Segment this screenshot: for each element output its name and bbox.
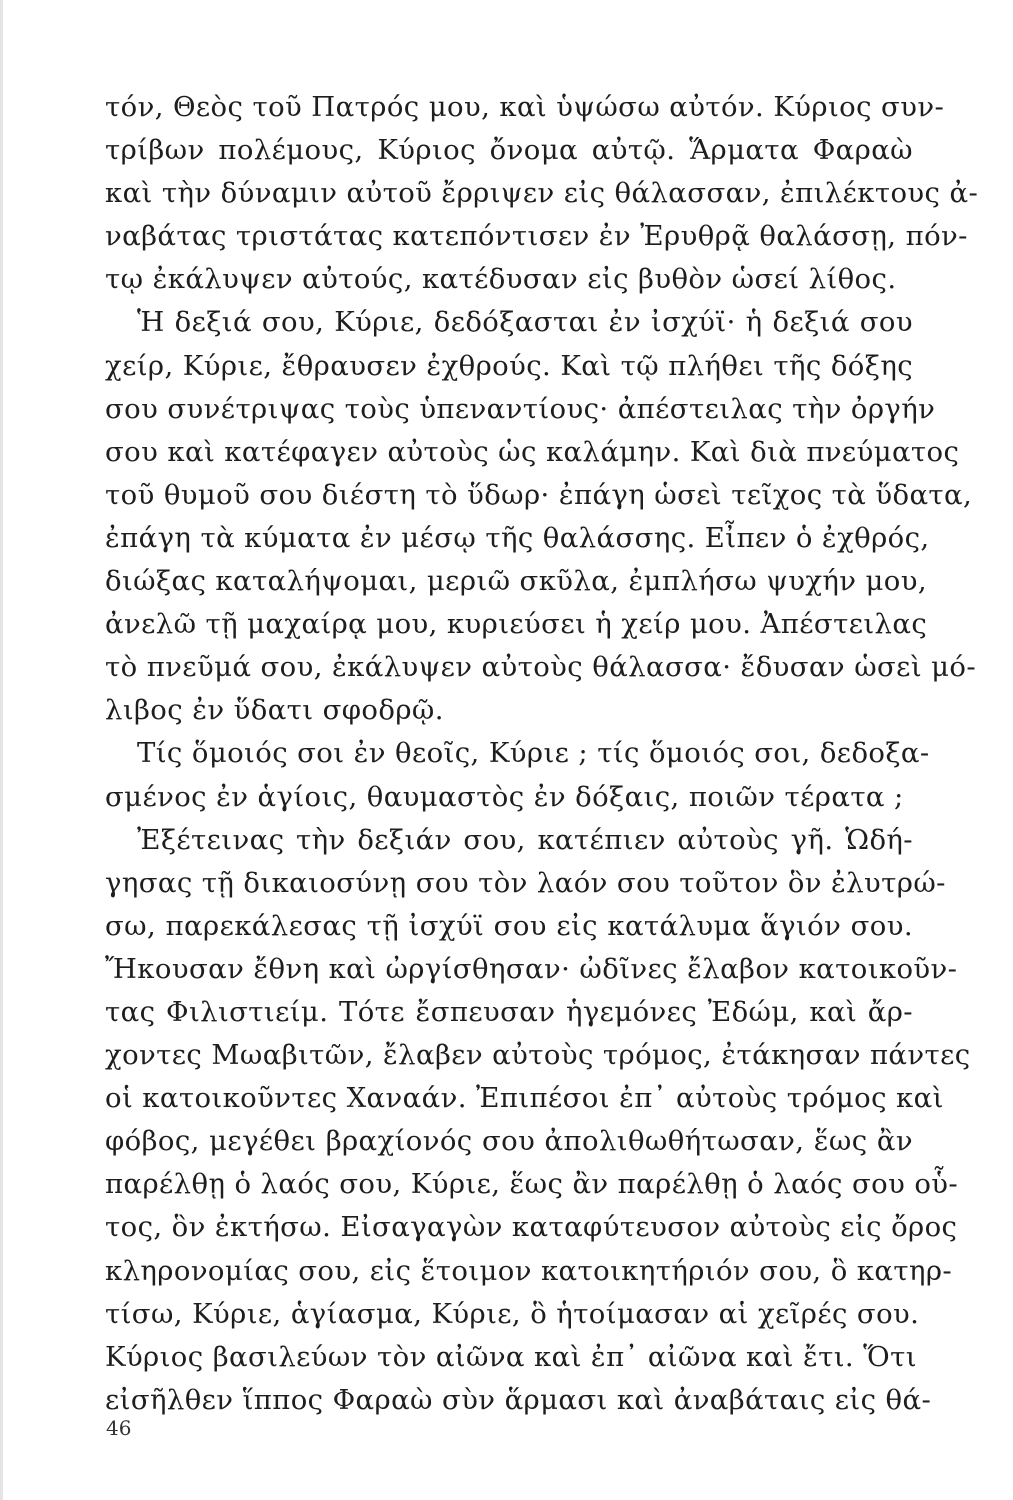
text-line: χοντες Μωαβιτῶν, ἔλαβεν αὐτοὺς τρόμος, ἐτάκησαν πάντες: [105, 1039, 971, 1072]
text-line: τὸ πνεῦμά σου, ἐκάλυψεν αὐτοὺς θάλασσα· ἔδυσαν ὡσεὶ μό-: [105, 651, 977, 684]
text-line: Ἐξέτεινας τὴν δεξιάν σου, κατέπιεν αὐτοὺς γῆ. Ὡδή-: [137, 823, 913, 856]
text-line: παρέλθῃ ὁ λαός σου, Κύριε, ἕως ἂν παρέλθῃ ὁ λαός σου οὗ-: [105, 1168, 959, 1201]
text-line: Ἡ δεξιά σου, Κύριε, δεδόξασται ἐν ἰσχύϊ· ἡ δεξιά σου: [137, 306, 913, 339]
text-line: τοῦ θυμοῦ σου διέστη τὸ ὕδωρ· ἐπάγη ὡσεὶ τεῖχος τὰ ὕδατα,: [105, 478, 973, 511]
text-line: οἱ κατοικοῦντες Χαναάν. Ἐπιπέσοι ἐπ᾽ αὐτοὺς τρόμος καὶ: [105, 1082, 944, 1115]
text-line: τῳ ἐκάλυψεν αὐτούς, κατέδυσαν εἰς βυθὸν ὡσεί λίθος.: [105, 263, 897, 296]
text-line: τρίβων πολέμους, Κύριος ὄνομα αὐτῷ. Ἅρματα Φαραὼ: [105, 134, 913, 167]
page-number: 46: [106, 1416, 132, 1440]
text-line: λιβος ἐν ὕδατι σφοδρῷ.: [105, 694, 444, 727]
text-line: ἐπάγη τὰ κύματα ἐν μέσῳ τῆς θαλάσσης. Εἶπεν ὁ ἐχθρός,: [105, 521, 930, 554]
text-line: διώξας καταλήψομαι, μεριῶ σκῦλα, ἐμπλήσω ψυχήν μου,: [105, 565, 928, 598]
text-line: ἀνελῶ τῇ μαχαίρᾳ μου, κυριεύσει ἡ χείρ μου. Ἀπέστειλας: [105, 608, 928, 641]
text-line: σω, παρεκάλεσας τῇ ἰσχύϊ σου εἰς κατάλυμα ἅγιόν σου.: [105, 909, 913, 942]
text-line: τίσω, Κύριε, ἁγίασμα, Κύριε, ὃ ἡτοίμασαν αἱ χεῖρές σου.: [105, 1297, 920, 1330]
text-line: εἰσῆλθεν ἵππος Φαραὼ σὺν ἅρμασι καὶ ἀναβάταις εἰς θά-: [105, 1383, 932, 1416]
text-line: φόβος, μεγέθει βραχίονός σου ἀπολιθωθήτωσαν, ἕως ἂν: [105, 1125, 913, 1158]
body-text: [105, 86, 979, 1422]
text-line: Ἤκουσαν ἔθνη καὶ ὠργίσθησαν· ὠδῖνες ἔλαβον κατοικοῦν-: [105, 952, 958, 985]
text-line: καὶ τὴν δύναμιν αὐτοῦ ἔρριψεν εἰς θάλασσαν, ἐπιλέκτους ἀ-: [105, 177, 979, 210]
text-line: σου καὶ κατέφαγεν αὐτοὺς ὡς καλάμην. Καὶ διὰ πνεύματος: [105, 435, 960, 468]
text-line: σμένος ἐν ἁγίοις, θαυμαστὸς ἐν δόξαις, ποιῶν τέρατα ;: [105, 780, 904, 813]
text-line: γησας τῇ δικαιοσύνῃ σου τὸν λαόν σου τοῦτον ὃν ἐλυτρώ-: [105, 866, 946, 899]
text-line: ναβάτας τριστάτας κατεπόντισεν ἐν Ἐρυθρᾷ θαλάσσῃ, πόν-: [105, 220, 968, 253]
text-line: Τίς ὅμοιός σοι ἐν θεοῖς, Κύριε ; τίς ὅμοιός σοι, δεδοξα-: [137, 737, 930, 770]
text-line: κληρονομίας σου, εἰς ἕτοιμον κατοικητήριόν σου, ὃ κατηρ-: [105, 1254, 953, 1287]
text-line: τόν, Θεὸς τοῦ Πατρός μου, καὶ ὑψώσω αὐτόν. Κύριος συν-: [105, 91, 945, 123]
text-line: Κύριος βασιλεύων τὸν αἰῶνα καὶ ἐπ᾽ αἰῶνα καὶ ἔτι. Ὅτι: [105, 1340, 917, 1373]
text-line: τας Φιλιστιείμ. Τότε ἔσπευσαν ἡγεμόνες Ἐδώμ, καὶ ἄρ-: [105, 995, 913, 1028]
text-line: χείρ, Κύριε, ἔθραυσεν ἐχθρούς. Καὶ τῷ πλήθει τῆς δόξης: [105, 349, 913, 382]
text-line: σου συνέτριψας τοὺς ὑπεναντίους· ἀπέστειλας τὴν ὀργήν: [105, 392, 936, 425]
text-line: τος, ὃν ἐκτήσω. Εἰσαγαγὼν καταφύτευσον αὐτοὺς εἰς ὄρος: [105, 1211, 958, 1244]
